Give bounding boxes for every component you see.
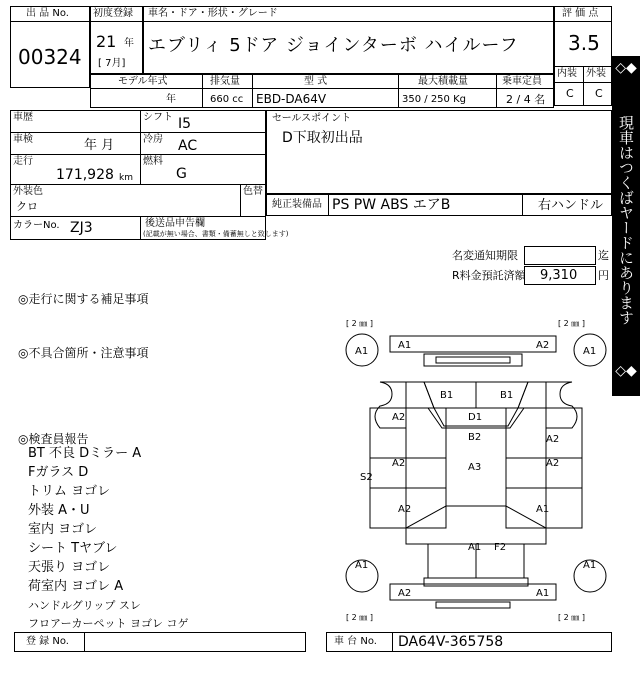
history-label: 車歴 [13, 112, 33, 123]
lot-no: 00324 [18, 45, 82, 69]
damage-mark: A1 [355, 560, 369, 571]
damage-mark: B2 [468, 432, 482, 443]
docs-note: (記載が無い場合、書類・備蓄無しと致します) [143, 230, 289, 238]
damage-mark: A1 [398, 340, 412, 351]
recycle-label: R料金預託済額 [452, 269, 526, 282]
type-label: 型 式 [304, 76, 328, 87]
capacity: 2 / 4 名 [506, 93, 546, 106]
report-line: 外装 A・U [28, 503, 90, 518]
report-line: BT 不良 Dミラー A [28, 446, 142, 461]
car-damage-diagram [340, 316, 612, 626]
first-reg-label: 初度登録 [93, 8, 133, 19]
capacity-label: 乗車定員 [502, 76, 542, 87]
banner-bottom-symbol: ◇◆ [615, 363, 637, 379]
max-load: 350 / 250 Kg [402, 94, 466, 105]
mileage: 171,928 [56, 167, 114, 183]
color-change-label: 色替 [243, 186, 263, 197]
max-load-label: 最大積載量 [418, 76, 468, 87]
tire-depth-rear-right: [ 2 ㎜ ] [558, 613, 585, 622]
ac-label: 冷房 [143, 134, 163, 145]
banner-text: 現車はつくばヤードにあります [617, 115, 635, 325]
report-line: フロアーカーペット ヨゴレ コゲ [28, 617, 189, 630]
color-label: 外装色 [13, 186, 43, 197]
report-line: 天張り ヨゴレ [28, 560, 111, 575]
model-year-label: モデル年式 [118, 76, 168, 87]
chassis-no: DA64V-365758 [398, 634, 504, 650]
report-line: ハンドルグリップ スレ [28, 599, 141, 612]
damage-mark: A2 [392, 458, 406, 469]
damage-mark: A3 [468, 462, 482, 473]
lot-no-label: 出 品 No. [26, 8, 69, 19]
damage-mark: A2 [536, 340, 550, 351]
exterior-grade: C [595, 87, 603, 100]
damage-mark: A1 [583, 346, 597, 357]
car-name-label: 車名・ドア・形状・グレード [148, 8, 278, 19]
driving-notes-label: ◎走行に関する補足事項 [18, 292, 149, 306]
tire-depth-front-left: [ 2 ㎜ ] [346, 319, 373, 328]
mileage-label: 走行 [13, 156, 33, 167]
damage-mark: A2 [398, 588, 412, 599]
damage-mark: A2 [398, 504, 412, 515]
sales-point-label: セールスポイント [272, 113, 352, 124]
reg-month: [ 7月] [98, 58, 126, 69]
defects-label: ◎不具合箇所・注意事項 [18, 346, 149, 360]
inspection: 年 月 [84, 138, 115, 153]
docs-label: 後送品申告欄 [145, 218, 205, 229]
name-change-label: 名変通知期限 [452, 249, 518, 262]
reg-year: 21 [96, 32, 117, 51]
tire-depth-rear-left: [ 2 ㎜ ] [346, 613, 373, 622]
recycle-amount: 9,310 [540, 268, 578, 283]
damage-mark: A2 [392, 412, 406, 423]
location-banner [612, 56, 640, 396]
damage-mark: A2 [546, 458, 560, 469]
ac: AC [178, 138, 198, 154]
report-line: Fガラス D [28, 465, 89, 480]
car-name: エブリィ 5ドア ジョインターボ ハイルーフ [148, 35, 519, 56]
score: 3.5 [568, 31, 600, 55]
damage-mark: B1 [440, 390, 454, 401]
inspection-label: 車検 [13, 134, 33, 145]
damage-mark: A1 [536, 588, 550, 599]
damage-mark: A1 [468, 542, 482, 553]
damage-mark: A1 [536, 504, 550, 515]
fuel-label: 燃料 [143, 156, 163, 167]
damage-mark: S2 [360, 472, 373, 483]
model-type: EBD-DA64V [256, 92, 327, 106]
recycle-unit: 円 [598, 269, 609, 282]
equipment-label: 純正装備品 [272, 199, 322, 210]
name-change-unit: 迄 [598, 249, 609, 262]
chassis-label: 車 台 No. [334, 636, 377, 647]
sales-point: D下取初出品 [282, 130, 363, 146]
interior-label: 内装 [557, 68, 577, 79]
report-line: 荷室内 ヨゴレ A [28, 579, 124, 594]
mileage-unit: km [119, 173, 133, 183]
shift: I5 [178, 116, 192, 132]
name-change-box [524, 246, 596, 265]
exterior-label: 外装 [586, 68, 606, 79]
color-no-label: カラーNo. [13, 220, 60, 231]
report-line: 室内 ヨゴレ [28, 522, 98, 537]
tire-depth-front-right: [ 2 ㎜ ] [558, 319, 585, 328]
report-line: シート Tヤブレ [28, 541, 118, 556]
score-label: 評 価 点 [562, 8, 599, 19]
damage-mark: B1 [500, 390, 514, 401]
damage-mark: A2 [546, 434, 560, 445]
report-line: トリム ヨゴレ [28, 484, 111, 499]
equipment: PS PW ABS エアB [332, 197, 451, 213]
interior-grade: C [566, 87, 574, 100]
handle: 右ハンドル [538, 198, 604, 213]
reg-no-label: 登 録 No. [26, 636, 69, 647]
damage-mark: A1 [583, 560, 597, 571]
damage-mark: F2 [494, 542, 507, 553]
inspector-label: ◎検査員報告 [18, 432, 89, 446]
damage-mark: A1 [355, 346, 369, 357]
banner-top-symbol: ◇◆ [615, 60, 637, 76]
displacement: 660 cc [210, 94, 244, 105]
reg-year-unit: 年 [124, 38, 134, 49]
color: クロ [16, 200, 38, 213]
model-year-unit: 年 [166, 94, 176, 105]
shift-label: シフト [143, 112, 173, 123]
displacement-label: 排気量 [210, 76, 240, 87]
fuel: G [176, 166, 187, 182]
color-no: ZJ3 [70, 220, 93, 236]
damage-mark: D1 [468, 412, 483, 423]
